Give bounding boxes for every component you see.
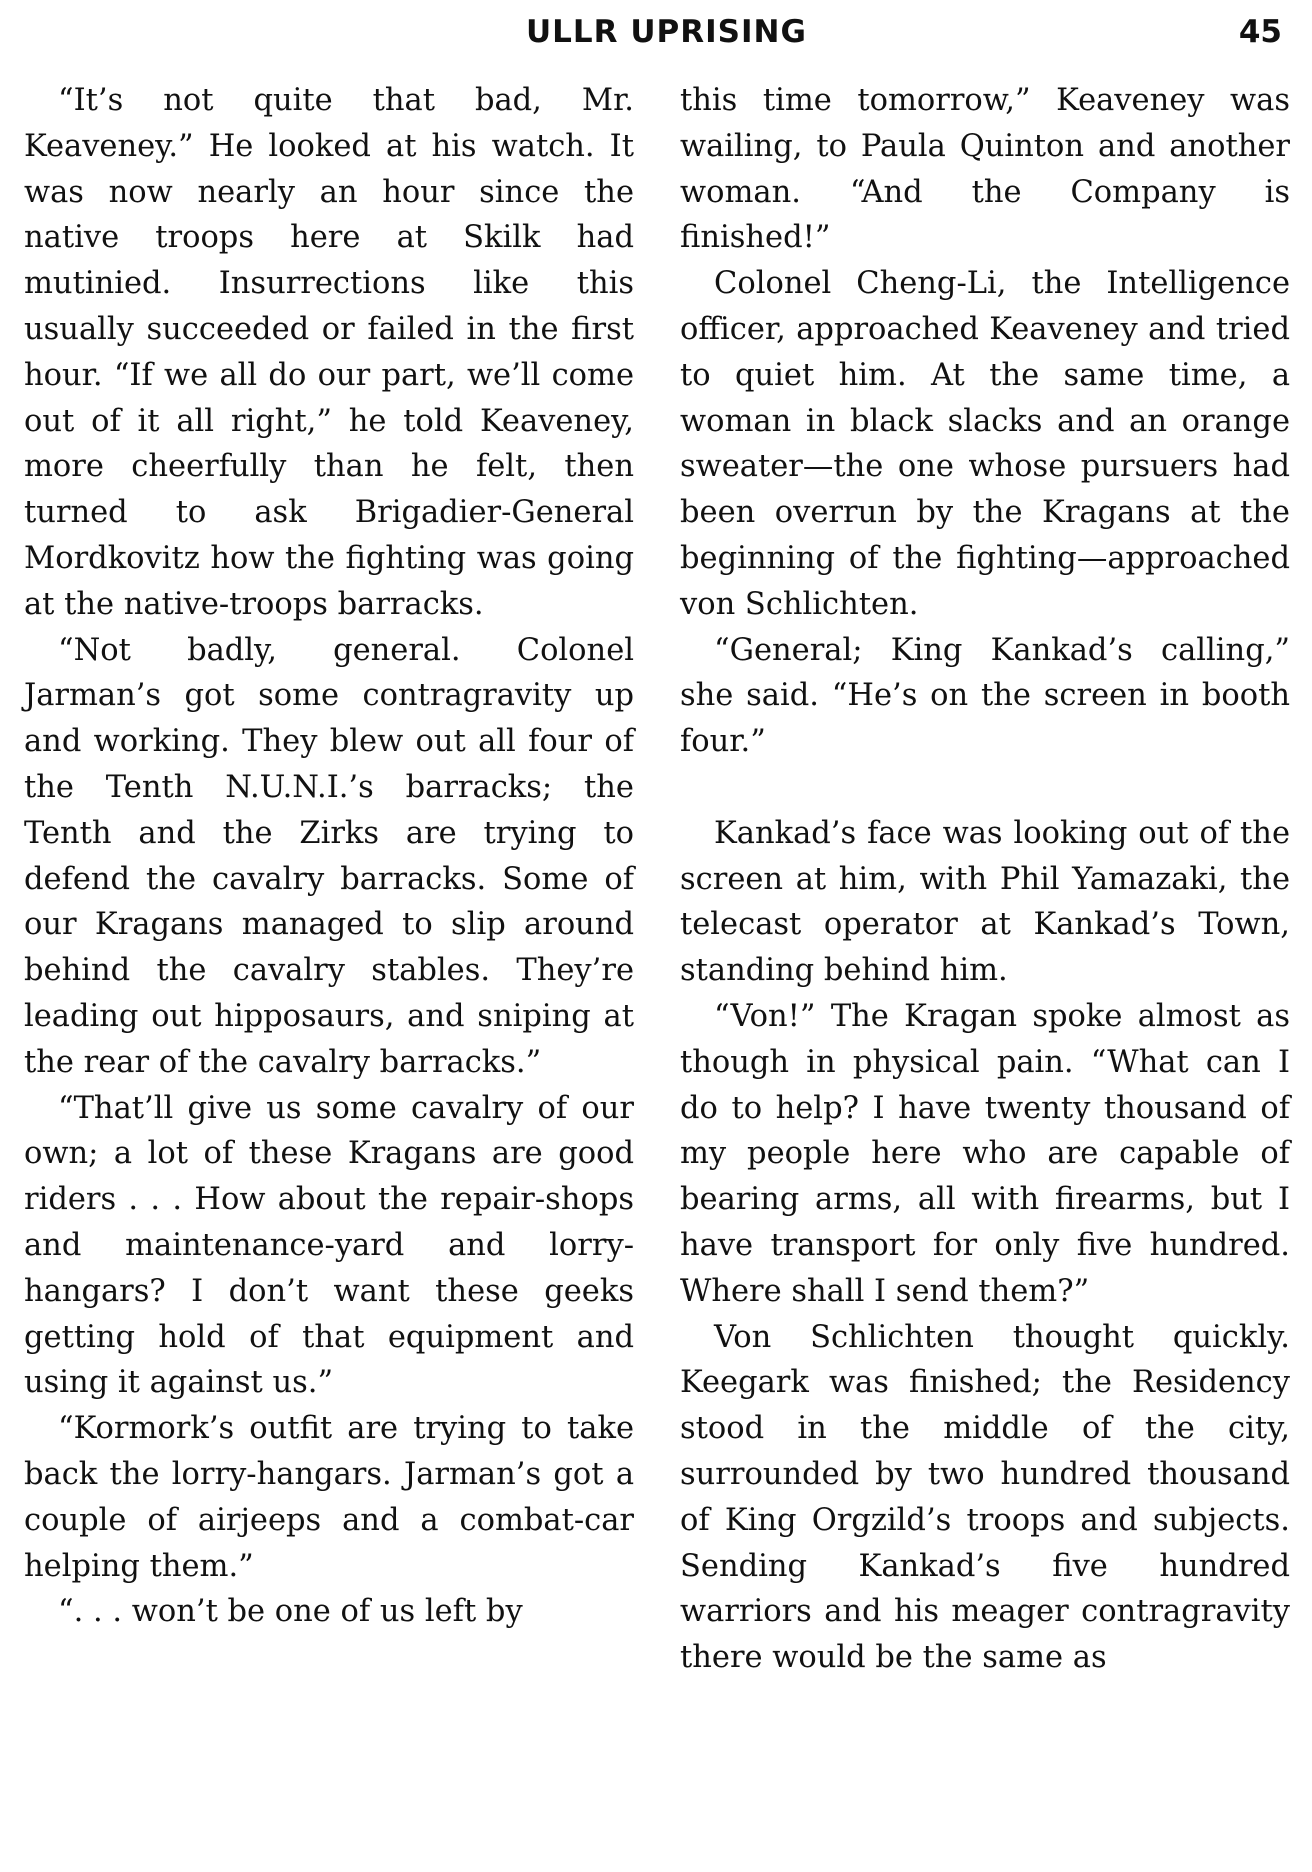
paragraph: “Von!” The Kragan spoke almost as though in physical pain. “What can I do to help? I have twenty thousand of my people here who are capable of bearing arms, all with firearms, but I have transport for only five hundred. Where shall I send them?” [680,998,1290,1309]
section-break [680,765,1290,811]
paragraph: “. . . won’t be one of us left by [58,1594,523,1630]
paragraph: “Not badly, general. Colonel Jarman’s got some contragravity up and working. They blew out all four of the Tenth N.U.N.I.’s barracks; the Tenth and the Zirks are trying to defend the cavalry barracks. Some of our Kragans managed to slip around behind the cavalry stables. They’re leading out hipposaurs, and sniping at the rear of the cavalry barracks.” [24,632,634,1080]
paragraph: “It’s not quite that bad, Mr. Keaveney.” He looked at his watch. It was now nearly an hour since the native troops here at Skilk had mutinied. Insurrections like this usually succeeded or failed in the first hour. “If we all do our part, we’ll come out of it all right,” he told Keaveney, more cheerfully than he felt, then turned to ask Brigadier-General Mordkovitz how the fighting was going at the native-troops barracks. [24,83,634,622]
paragraph: “Kormork’s outfit are trying to take back the lorry-hangars. Jarman’s got a couple of airjeeps and a combat-car helping them.” [24,1411,634,1584]
running-head [0,14,1312,62]
page-number: 45 [1238,14,1282,50]
left-column [24,78,634,1635]
paragraph: Von Schlichten thought quickly. Keegark was finished; the Residency stood in the middle of the city, surrounded by two hundred thousand of King Orgzild’s troops and subjects. Sending Kankad’s five hundred warriors and his meager contragravity there would be the same as [680,1319,1290,1676]
running-title: ULLR UPRISING [526,14,807,50]
right-column [680,78,1290,1681]
paragraph: “General; King Kankad’s calling,” she said. “He’s on the screen in booth four.” [680,632,1290,760]
paragraph: Kankad’s face was looking out of the screen at him, with Phil Yamazaki, the telecast operator at Kankad’s Town, standing behind him. [680,815,1290,989]
paragraph: “That’ll give us some cavalry of our own; a lot of these Kragans are good riders . . . How about the repair-shops and maintenance-yard and lorry-hangars? I don’t want these geeks getting hold of that equipment and using it against us.” [24,1090,634,1401]
paragraph: Colonel Cheng-Li, the Intelligence officer, approached Keaveney and tried to quiet him. At the same time, a woman in black slacks and an orange sweater—the one whose pursuers had been overrun by the Kragans at the beginning of the fighting—approached von Schlichten. [680,266,1290,622]
paragraph-continued: this time tomorrow,” Keaveney was wailing, to Paula Quinton and another woman. “And the Company is finished!” [680,83,1290,256]
